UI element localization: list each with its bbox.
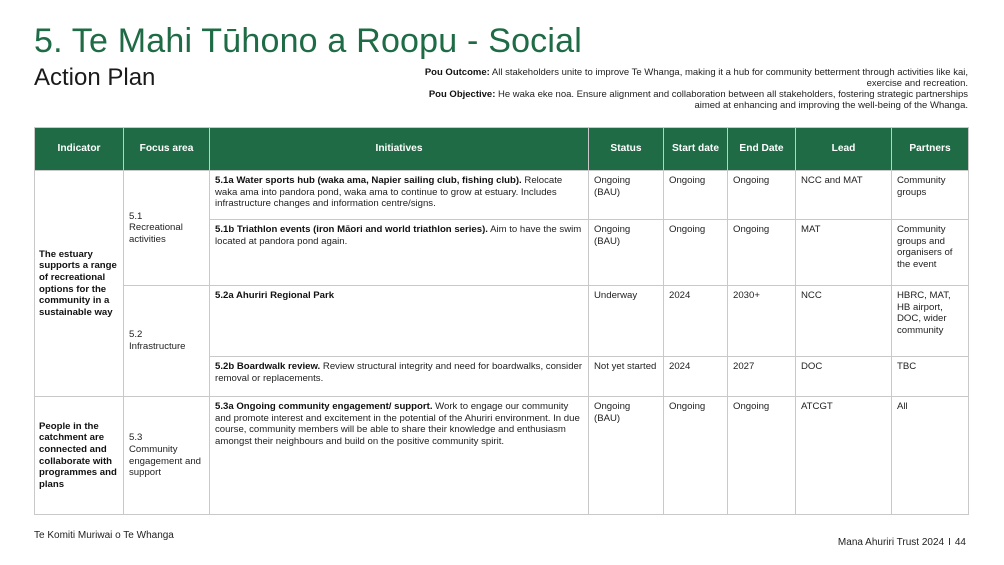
initiative-description: Work to engage our community and promote interest and excitement in the potential of the Ahuriri environment. In due course, community members will be able to share their knowledge and enthusiasm amongst their neighbours and build on the positive community spirit. [215, 401, 580, 447]
header-indicator: Indicator [35, 128, 124, 171]
partners-cell: Community groups and organisers of the event [892, 220, 969, 286]
initiative-cell [210, 171, 589, 220]
status-cell: Underway [589, 286, 664, 357]
page-subtitle: Action Plan [34, 64, 156, 91]
table-row [35, 397, 969, 515]
pou-outcome [408, 68, 968, 89]
header-end-date: End Date [728, 128, 796, 171]
table-header-row [35, 128, 969, 171]
indicator-cell: The estuary supports a range of recreational options for the community in a sustainable way [35, 171, 124, 397]
footer-separator: I [948, 537, 951, 548]
status-cell: Not yet started [589, 357, 664, 397]
lead-cell: MAT [796, 220, 892, 286]
initiative-title: 5.1b Triathlon events (iron Māori and world triathlon series). [215, 224, 488, 235]
focus-area-cell: 5.2 Infrastructure [124, 286, 210, 397]
initiative-cell [210, 397, 589, 515]
indicator-cell: People in the catchment are connected and collaborate with programmes and plans [35, 397, 124, 515]
header-start-date: Start date [664, 128, 728, 171]
status-cell: Ongoing (BAU) [589, 397, 664, 515]
footer-organisation: Mana Ahuriri Trust 2024 [837, 537, 945, 548]
header-initiatives: Initiatives [210, 128, 589, 171]
initiative-title: 5.2a Ahuriri Regional Park [215, 290, 335, 301]
partners-cell: TBC [892, 357, 969, 397]
header-partners: Partners [892, 128, 969, 171]
partners-cell: Community groups [892, 171, 969, 220]
initiative-description: Review structural integrity and need for boardwalks, consider removal or replacements. [215, 361, 583, 384]
start-date-cell: Ongoing [664, 397, 728, 515]
pou-outcome-label: Pou Outcome: [424, 67, 490, 78]
end-date-cell: 2030+ [728, 286, 796, 357]
action-plan-table [34, 127, 969, 515]
page-number: 44 [954, 537, 966, 548]
start-date-cell: Ongoing [664, 220, 728, 286]
status-cell: Ongoing (BAU) [589, 171, 664, 220]
focus-area-cell: 5.1 Recreational activities [124, 171, 210, 286]
lead-cell: NCC and MAT [796, 171, 892, 220]
lead-cell: NCC [796, 286, 892, 357]
initiative-title: 5.3a Ongoing community engagement/ support. [215, 401, 433, 412]
start-date-cell: 2024 [664, 357, 728, 397]
pou-statements [408, 68, 968, 112]
end-date-cell: Ongoing [728, 397, 796, 515]
pou-objective-label: Pou Objective: [428, 89, 496, 100]
end-date-cell: 2027 [728, 357, 796, 397]
pou-outcome-text: All stakeholders unite to improve Te Whanga, making it a hub for community betterment through activities like kai, exercise and recreation. [489, 67, 968, 89]
initiative-cell [210, 220, 589, 286]
page-title: 5. Te Mahi Tūhono a Roopu - Social [34, 22, 582, 60]
partners-cell: All [892, 397, 969, 515]
table-row [35, 171, 969, 220]
initiative-description: Aim to have the swim located at pandora pond again. [215, 224, 582, 247]
initiative-description: Relocate waka ama into pandora pond, waka ama to continue to grow at estuary. Includes infrastructure changes and information centre/signs. [215, 175, 563, 210]
footer-committee: Te Komiti Muriwai o Te Whanga [34, 530, 174, 541]
start-date-cell: Ongoing [664, 171, 728, 220]
header-status: Status [589, 128, 664, 171]
pou-objective [408, 90, 968, 111]
lead-cell: ATCGT [796, 397, 892, 515]
header-focus-area: Focus area [124, 128, 210, 171]
partners-cell: HBRC, MAT, HB airport, DOC, wider community [892, 286, 969, 357]
initiative-cell [210, 286, 589, 357]
initiative-title: 5.1a Water sports hub (waka ama, Napier sailing club, fishing club). [215, 175, 522, 186]
end-date-cell: Ongoing [728, 171, 796, 220]
pou-objective-text: He waka eke noa. Ensure alignment and collaboration between all stakeholders, fostering strategic partnerships aimed at enhancing and improving the well-being of the Whanga. [495, 89, 968, 111]
focus-area-cell: 5.3 Community engagement and support [124, 397, 210, 515]
end-date-cell: Ongoing [728, 220, 796, 286]
initiative-cell [210, 357, 589, 397]
footer-page-info [838, 537, 966, 548]
table-row [35, 286, 969, 357]
initiative-title: 5.2b Boardwalk review. [215, 361, 321, 372]
status-cell: Ongoing (BAU) [589, 220, 664, 286]
header-lead: Lead [796, 128, 892, 171]
start-date-cell: 2024 [664, 286, 728, 357]
lead-cell: DOC [796, 357, 892, 397]
